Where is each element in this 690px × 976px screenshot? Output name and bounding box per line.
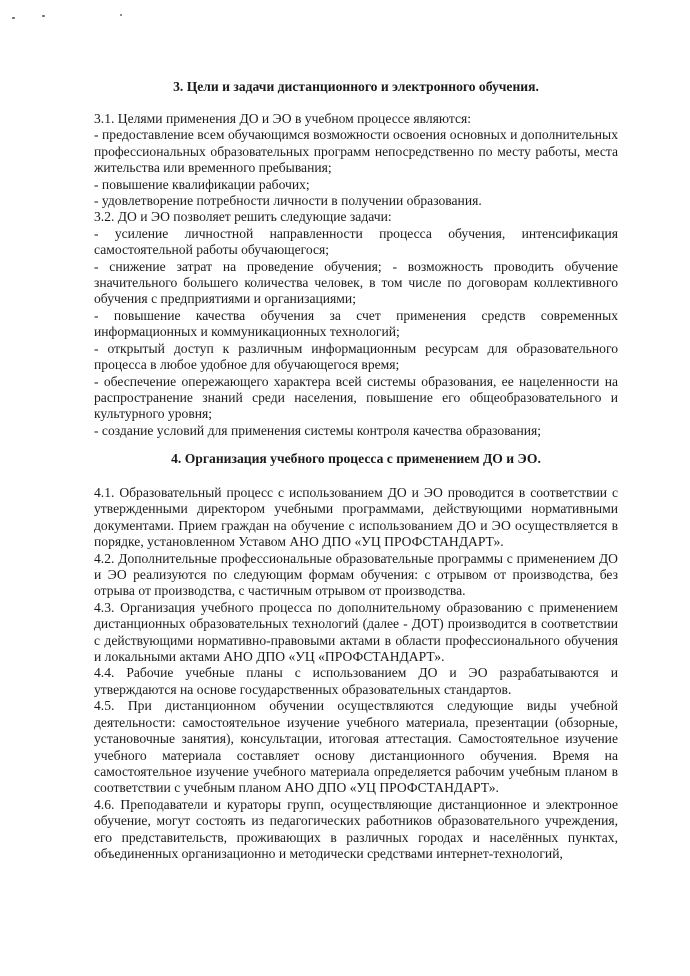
paragraph: - открытый доступ к различным информационным ресурсам для образовательного процесса в любое удобное для обучающегося время; xyxy=(94,340,618,373)
paragraph: - повышение качества обучения за счет применения средств современных информационных и коммуникационных технологий; xyxy=(94,307,618,340)
scan-speck xyxy=(12,17,15,19)
paragraph: 4.6. Преподаватели и кураторы групп, осуществляющие дистанционное и электронное обучение, могут состоять из педагогических работников образовательного учреждения, его представительств, проживающих в различных городах и населённых пунктах, объединенных организационно и методически средствами интернет-технологий, xyxy=(94,796,618,861)
paragraph: 4.1. Образовательный процесс с использованием ДО и ЭО проводится в соответствии с утвержденными директором учебными программами, действующими нормативными документами. Прием граждан на обучение с использованием ДО и ЭО осуществляется в порядке, установленном Уставом АНО ДПО «УЦ ПРОФСТАНДАРТ». xyxy=(94,485,618,550)
paragraph: - создание условий для применения системы контроля качества образования; xyxy=(94,422,542,438)
section-4-body xyxy=(94,485,618,862)
section-3-body xyxy=(94,111,618,439)
paragraph: - удовлетворение потребности личности в получении образования. xyxy=(94,193,482,209)
paragraph: 3.2. ДО и ЭО позволяет решить следующие задачи: xyxy=(94,209,392,225)
paragraph: 3.1. Целями применения ДО и ЭО в учебном процессе являются: xyxy=(94,111,472,126)
section-4-title: 4. Организация учебного процесса с применением ДО и ЭО. xyxy=(171,451,541,466)
paragraph: 4.5. При дистанционном обучении осуществляются следующие виды учебной деятельности: самостоятельное изучение учебного материала, презентации (обзорные, установочные занятия), консультации, итоговая аттестация. Самостоятельное изучение учебного материала составляет основу дистанционного обучения. Время на самостоятельное изучение учебного материала определяется рабочим учебным планом в соответствии с учебным планом АНО ДПО «УЦ ПРОФСТАНДАРТ». xyxy=(94,698,618,796)
scan-speck xyxy=(120,14,122,16)
paragraph: - повышение квалификации рабочих; xyxy=(94,176,310,192)
paragraph: - снижение затрат на проведение обучения; - возможность проводить обучение значительного большего количества человек, в том числе по договорам коллективного обучения с предприятиями и организациями; xyxy=(94,258,618,307)
paragraph: - обеспечение опережающего характера всей системы образования, ее нацеленности на распространение знаний среди населения, повышение его общеобразовательного и культурного уровня; xyxy=(94,373,618,422)
paragraph: 4.3. Организация учебного процесса по дополнительному образованию с применением дистанционных образовательных технологий (далее - ДОТ) производится в соответствии с действующими нормативно-правовыми актами в области профессионального обучения и локальными актами АНО ДПО «УЦ «ПРОФСТАНДАРТ». xyxy=(94,599,618,665)
paragraph: - предоставление всем обучающимся возможности освоения основных и дополнительных профессиональных образовательных программ непосредственно по месту работы, места жительства или временного пребывания; xyxy=(94,127,618,176)
paragraph: 4.4. Рабочие учебные планы с использованием ДО и ЭО разрабатываются и утверждаются на основе государственных образовательных стандартов. xyxy=(94,665,618,697)
paragraph: - усиление личностной направленности процесса обучения, интенсификация самостоятельной работы обучающегося; xyxy=(94,225,618,258)
section-3-title: 3. Цели и задачи дистанционного и электронного обучения. xyxy=(173,79,539,94)
scan-speck xyxy=(42,15,45,17)
paragraph: 4.2. Дополнительные профессиональные образовательные программы с применением ДО и ЭО реализуются по следующим формам обучения: с отрывом от производства, без отрыва от производства, с частичным отрывом от производства. xyxy=(94,550,618,599)
